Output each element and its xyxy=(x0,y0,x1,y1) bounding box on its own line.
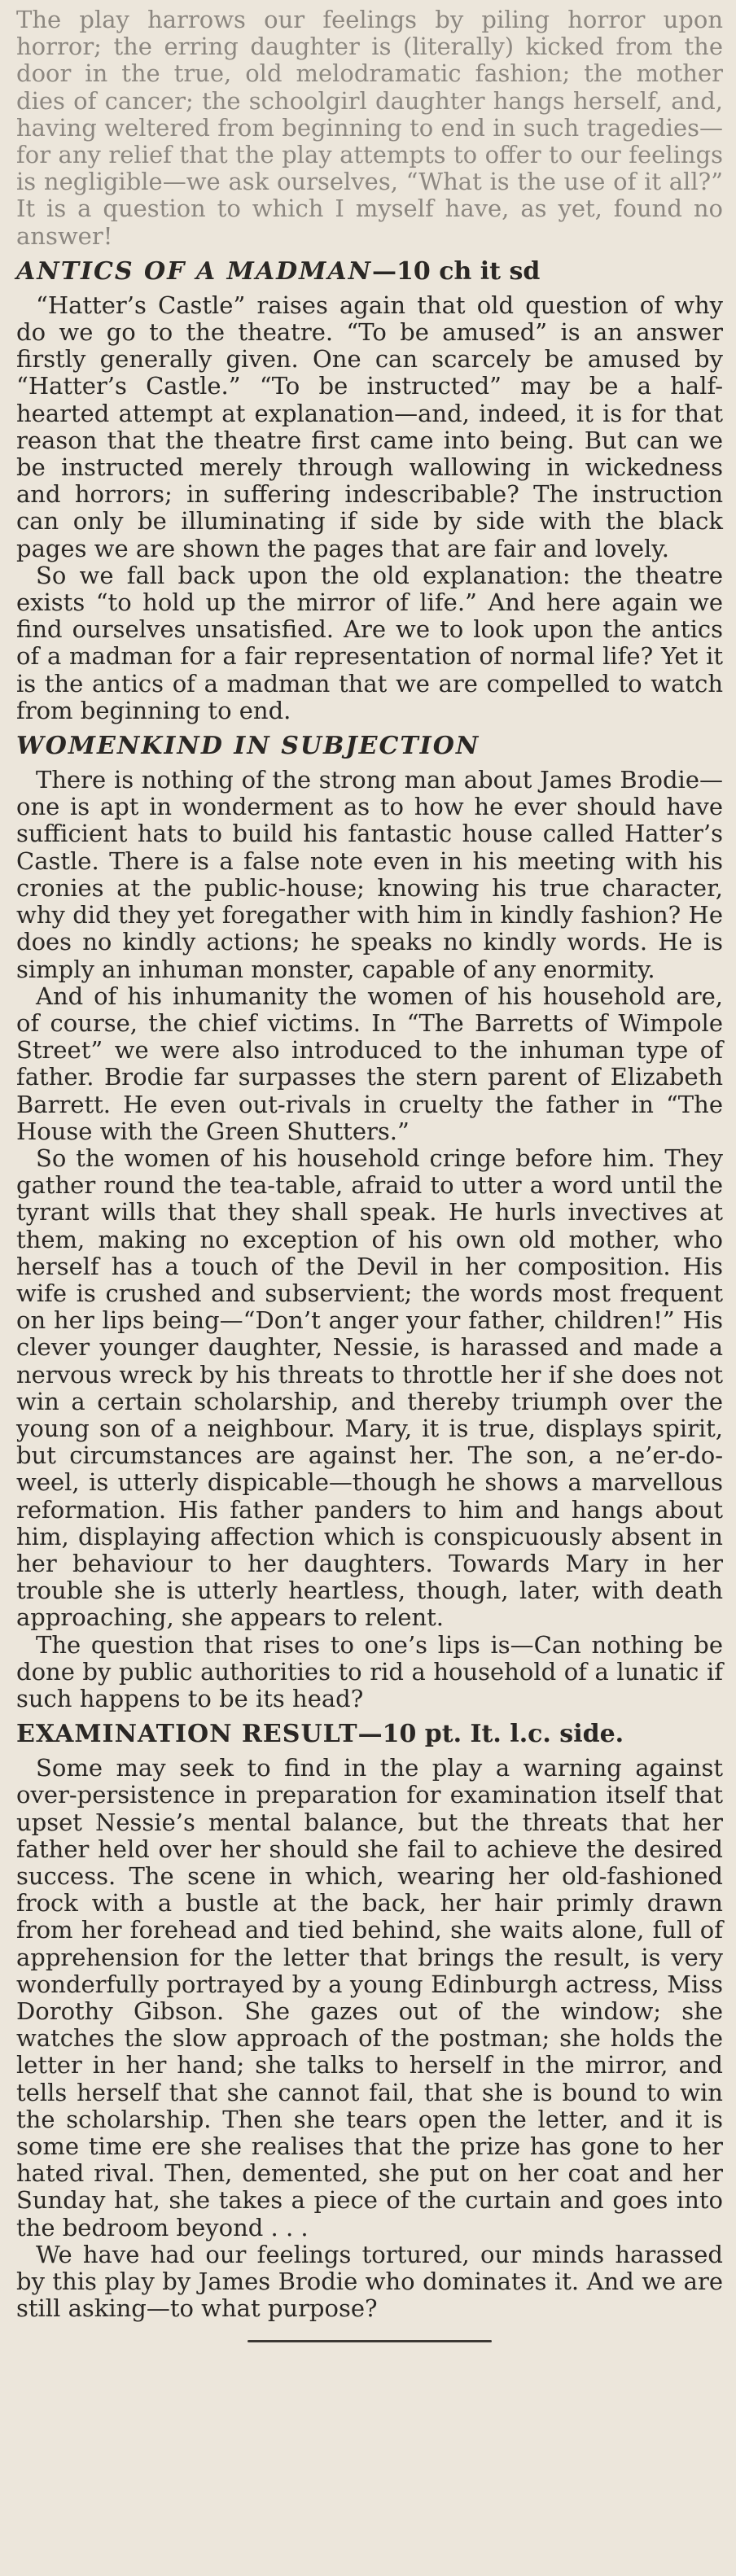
divider-line xyxy=(248,2340,492,2342)
section-heading-antics xyxy=(16,258,723,286)
heading-text: WOMENKIND IN SUBJECTION xyxy=(16,732,480,761)
body-paragraph: There is nothing of the strong man about James Brodie—one is apt in wonderment as to how he ever should have sufficient hats to build his fantastic house called Hatter’s Castle. There is a false note even in his meeting with his cronies at the public-house; knowing his true character, why did they yet foregather with him in kindly fashion? He does no kindly actions; he speaks no kindly words. He is simply an inhuman monster, capable of any enormity. xyxy=(16,766,723,983)
intro-paragraph: The play harrows our feelings by piling horror upon horror; the erring daughter is (literally) kicked from the door in the true, old melodramatic fashion; the mother dies of cancer; the schoolgirl daughter hangs herself, and, having weltered from beginning to end in such tragedies—for any relief that the play attempts to offer to our feelings is negligible—we ask ourselves, “What is the use of it all?” It is a question to which I myself have, as yet, found no answer! xyxy=(16,6,723,250)
section-heading-examination xyxy=(16,1721,723,1748)
body-paragraph: Some may seek to find in the play a warning against over-persistence in preparation for examination itself that upset Nessie’s mental balance, but the threats that her father held over her should she fail to achieve the desired success. The scene in which, wearing her old-fashioned frock with a bustle at the back, her hair primly drawn from her forehead and tied behind, she waits alone, full of apprehension for the letter that brings the result, is very wonderfully portrayed by a young Edinburgh actress, Miss Dorothy Gibson. She gazes out of the window; she watches the slow approach of the postman; she holds the letter in her hand; she talks to herself in the mirror, and tells herself that she cannot fail, that she is bound to win the scholarship. Then she tears open the letter, and it is some time ere she realises that the prize has gone to her hated rival. Then, demented, she put on her coat and her Sunday hat, she takes a piece of the curtain and goes into the bedroom beyond . . . xyxy=(16,1754,723,2241)
heading-text: ANTICS OF A MADMAN xyxy=(16,256,373,286)
body-paragraph: So the women of his household cringe before him. They gather round the tea-table, afraid to utter a word until the tyrant wills that they shall speak. He hurls invectives at them, making no exception of his own old mother, who herself has a touch of the Devil in her composition. His wife is crushed and subservient; the words most frequent on her lips being—“Don’t anger your father, children!” His clever younger daughter, Nessie, is harassed and made a nervous wreck by his threats to throttle her if she does not win a certain scholarship, and thereby triumph over the young son of a neighbour. Mary, it is true, displays spirit, but circumstances are against her. The son, a ne’er-do-weel, is utterly dispicable—though he shows a marvellous reformation. His father panders to him and hangs about him, displaying affection which is conspicuously absent in her behaviour to her daughters. Towards Mary in her trouble she is utterly heartless, though, later, with death approaching, she appears to relent. xyxy=(16,1144,723,1632)
body-paragraph: So we fall back upon the old explanation: the theatre exists “to hold up the mirror of life.” And here again we find ourselves unsatisfied. Are we to look upon the antics of a madman for a fair representation of normal life? Yet it is the antics of a madman that we are compelled to watch from beginning to end. xyxy=(16,561,723,724)
section-heading-womenkind xyxy=(16,733,723,760)
heading-note: —10 pt. It. l.c. side. xyxy=(357,1720,624,1749)
body-paragraph: And of his inhumanity the women of his household are, of course, the chief victims. In “The Barretts of Wimpole Street” we were also introduced to the inhuman type of father. Brodie far surpasses the stern parent of Elizabeth Barrett. He even out-rivals in cruelty the father in “The House with the Green Shutters.” xyxy=(16,982,723,1145)
heading-note: —10 ch it sd xyxy=(372,256,541,286)
end-rule xyxy=(16,2330,723,2346)
body-paragraph: The question that rises to one’s lips is—Can nothing be done by public authorities to rid a household of a lunatic if such happens to be its head? xyxy=(16,1630,723,1712)
heading-text: EXAMINATION RESULT xyxy=(16,1720,358,1749)
body-paragraph: We have had our feelings tortured, our minds harassed by this play by James Brodie who dominates it. And we are still asking—to what purpose? xyxy=(16,2240,723,2323)
body-paragraph: “Hatter’s Castle” raises again that old question of why do we go to the theatre. “To be amused” is an answer firstly generally given. One can scarcely be amused by “Hatter’s Castle.” “To be instructed” may be a half-hearted attempt at explanation—and, indeed, it is for that reason that the theatre first came into being. But can we be instructed merely through wallowing in wickedness and horrors; in suffering indescribable? The instruction can only be illuminating if side by side with the black pages we are shown the pages that are fair and lovely. xyxy=(16,291,723,562)
